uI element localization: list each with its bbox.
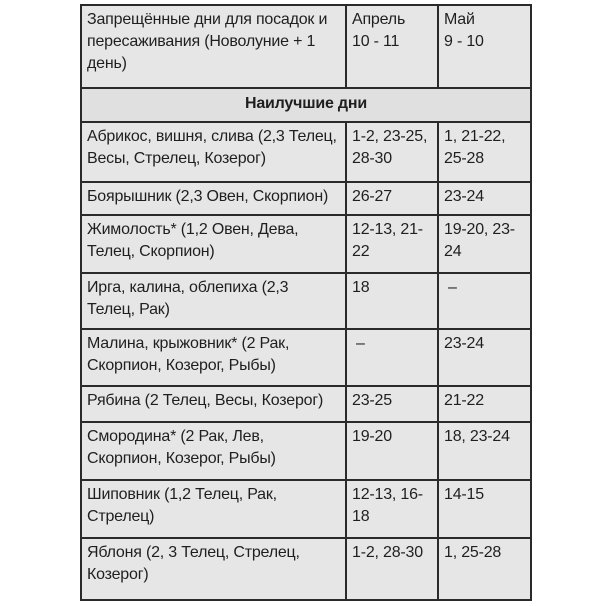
plant-cell: Рябина (2 Телец, Весы, Козерог)	[82, 386, 346, 422]
may-days-cell: 1, 21-22, 25-28	[438, 122, 530, 182]
plant-cell: Смородина* (2 Рак, Лев, Скорпион, Козерог, Рыбы)	[82, 422, 346, 480]
planting-calendar-table	[80, 4, 532, 601]
may-days-cell: 23-24	[438, 329, 530, 386]
forbidden-days-label: Запрещённые дни для посадок и пересаживания (Новолуние + 1 день)	[82, 6, 346, 88]
plant-cell: Жимолость* (1,2 Овен, Дева, Телец, Скорпион)	[82, 215, 346, 273]
table-row	[82, 215, 530, 273]
april-days-cell: –	[346, 329, 438, 386]
may-month-label: Май	[444, 11, 475, 28]
april-days-cell: 18	[346, 273, 438, 329]
table-row	[82, 386, 530, 422]
table-row	[82, 422, 530, 480]
april-days-cell: 12-13, 21-22	[346, 215, 438, 273]
may-days-cell: 23-24	[438, 182, 530, 215]
table-row	[82, 273, 530, 329]
may-forbidden-days: 9 - 10	[444, 33, 484, 50]
april-forbidden-cell	[346, 6, 438, 88]
may-days-cell: 21-22	[438, 386, 530, 422]
may-days-cell: 1, 25-28	[438, 538, 530, 599]
april-days-cell: 26-27	[346, 182, 438, 215]
table-row	[82, 182, 530, 215]
plant-cell: Ирга, калина, облепиха (2,3 Телец, Рак)	[82, 273, 346, 329]
plant-cell: Абрикос, вишня, слива (2,3 Телец, Весы, Стрелец, Козерог)	[82, 122, 346, 182]
april-days-cell: 23-25	[346, 386, 438, 422]
table-row	[82, 538, 530, 599]
days-table	[82, 6, 530, 599]
plant-cell: Боярышник (2,3 Овен, Скорпион)	[82, 182, 346, 215]
april-month-label: Апрель	[352, 11, 406, 28]
may-days-cell: 18, 23-24	[438, 422, 530, 480]
april-days-cell: 1-2, 28-30	[346, 538, 438, 599]
april-forbidden-days: 10 - 11	[352, 33, 400, 50]
april-days-cell: 1-2, 23-25, 28-30	[346, 122, 438, 182]
plant-cell: Малина, крыжовник* (2 Рак, Скорпион, Козерог, Рыбы)	[82, 329, 346, 386]
section-header-row	[82, 88, 530, 122]
may-days-cell: 19-20, 23-24	[438, 215, 530, 273]
forbidden-days-row	[82, 6, 530, 88]
may-days-cell: 14-15	[438, 480, 530, 538]
may-days-cell: –	[438, 273, 530, 329]
plant-cell: Шиповник (1,2 Телец, Рак, Стрелец)	[82, 480, 346, 538]
april-days-cell: 19-20	[346, 422, 438, 480]
may-forbidden-cell	[438, 6, 530, 88]
table-row	[82, 122, 530, 182]
table-row	[82, 329, 530, 386]
table-row	[82, 480, 530, 538]
april-days-cell: 12-13, 16-18	[346, 480, 438, 538]
section-title: Наилучшие дни	[82, 88, 530, 122]
plant-cell: Яблоня (2, 3 Телец, Стрелец, Козерог)	[82, 538, 346, 599]
